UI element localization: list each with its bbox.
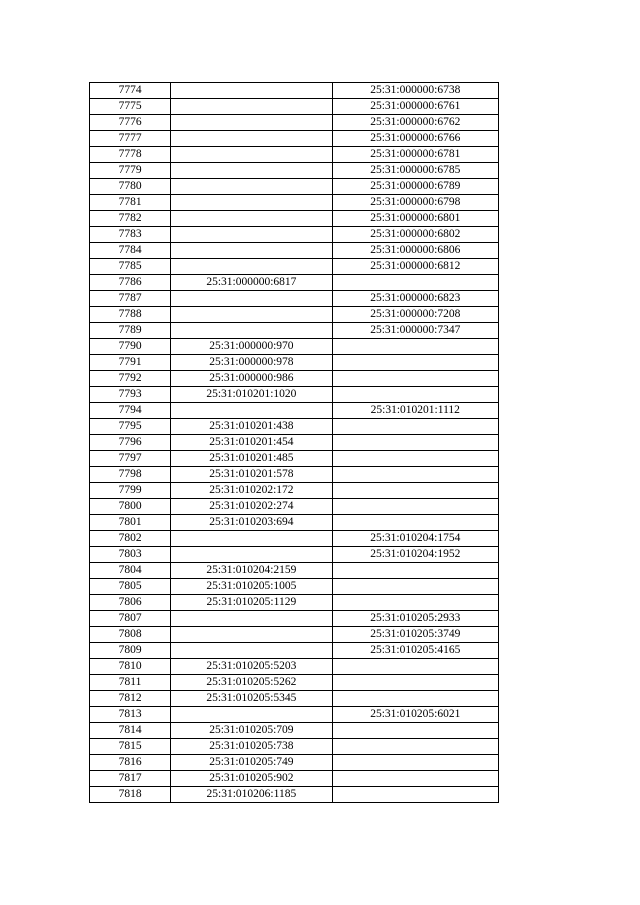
- cadastral-number-cell-a: [171, 259, 332, 275]
- table-row: [90, 355, 499, 371]
- cadastral-number-cell-b: 25:31:000000:7347: [332, 323, 498, 339]
- cadastral-number-cell-a: [171, 195, 332, 211]
- row-number-cell: 7777: [90, 131, 171, 147]
- row-number-cell: 7807: [90, 611, 171, 627]
- cadastral-number-cell-a: [171, 627, 332, 643]
- cadastral-number-cell-a: [171, 99, 332, 115]
- cadastral-number-cell-b: 25:31:010201:1112: [332, 403, 498, 419]
- cadastral-number-cell-a: [171, 83, 332, 99]
- cadastral-number-cell-a: 25:31:010205:902: [171, 771, 332, 787]
- cadastral-number-cell-b: 25:31:010205:4165: [332, 643, 498, 659]
- table-row: [90, 675, 499, 691]
- row-number-cell: 7790: [90, 339, 171, 355]
- table-row: [90, 419, 499, 435]
- cadastral-number-cell-b: 25:31:010205:2933: [332, 611, 498, 627]
- cadastral-number-cell-b: [332, 467, 498, 483]
- row-number-cell: 7800: [90, 499, 171, 515]
- table-row: [90, 515, 499, 531]
- row-number-cell: 7780: [90, 179, 171, 195]
- cadastral-number-cell-a: 25:31:010201:1020: [171, 387, 332, 403]
- cadastral-number-cell-b: 25:31:000000:6801: [332, 211, 498, 227]
- table-row: [90, 483, 499, 499]
- cadastral-number-cell-a: [171, 115, 332, 131]
- row-number-cell: 7798: [90, 467, 171, 483]
- cadastral-number-cell-a: 25:31:010205:709: [171, 723, 332, 739]
- table-row: [90, 227, 499, 243]
- cadastral-number-cell-a: [171, 131, 332, 147]
- table-row: [90, 243, 499, 259]
- row-number-cell: 7802: [90, 531, 171, 547]
- table-row: [90, 563, 499, 579]
- cadastral-number-cell-b: [332, 355, 498, 371]
- cadastral-number-cell-a: 25:31:010201:578: [171, 467, 332, 483]
- cadastral-number-cell-a: [171, 227, 332, 243]
- cadastral-number-cell-b: 25:31:000000:6789: [332, 179, 498, 195]
- cadastral-number-cell-b: [332, 419, 498, 435]
- cadastral-number-cell-b: 25:31:000000:6762: [332, 115, 498, 131]
- table-row: [90, 435, 499, 451]
- table-row: [90, 179, 499, 195]
- cadastral-number-cell-b: [332, 579, 498, 595]
- table-row: [90, 467, 499, 483]
- row-number-cell: 7809: [90, 643, 171, 659]
- row-number-cell: 7786: [90, 275, 171, 291]
- table-row: [90, 611, 499, 627]
- cadastral-number-cell-b: [332, 595, 498, 611]
- table-row: [90, 531, 499, 547]
- cadastral-number-cell-a: 25:31:010205:1005: [171, 579, 332, 595]
- cadastral-number-cell-b: 25:31:000000:6781: [332, 147, 498, 163]
- cadastral-number-cell-a: [171, 307, 332, 323]
- row-number-cell: 7774: [90, 83, 171, 99]
- table-row: [90, 291, 499, 307]
- row-number-cell: 7812: [90, 691, 171, 707]
- row-number-cell: 7788: [90, 307, 171, 323]
- cadastral-number-cell-b: 25:31:000000:6785: [332, 163, 498, 179]
- cadastral-number-cell-a: 25:31:010206:1185: [171, 787, 332, 803]
- cadastral-number-cell-b: 25:31:000000:6798: [332, 195, 498, 211]
- cadastral-number-cell-b: [332, 483, 498, 499]
- cadastral-number-cell-b: [332, 691, 498, 707]
- table-row: [90, 755, 499, 771]
- cadastral-number-cell-b: 25:31:000000:6802: [332, 227, 498, 243]
- table-row: [90, 451, 499, 467]
- cadastral-number-cell-a: [171, 147, 332, 163]
- row-number-cell: 7782: [90, 211, 171, 227]
- table-row: [90, 499, 499, 515]
- row-number-cell: 7794: [90, 403, 171, 419]
- cadastral-number-cell-b: 25:31:000000:7208: [332, 307, 498, 323]
- table-row: [90, 195, 499, 211]
- cadastral-number-cell-a: [171, 211, 332, 227]
- cadastral-number-cell-a: 25:31:010204:2159: [171, 563, 332, 579]
- cadastral-number-cell-a: 25:31:010205:738: [171, 739, 332, 755]
- cadastral-number-cell-b: [332, 515, 498, 531]
- cadastral-number-cell-b: [332, 339, 498, 355]
- table-row: [90, 115, 499, 131]
- cadastral-number-cell-b: [332, 659, 498, 675]
- table-row: [90, 691, 499, 707]
- cadastral-number-cell-a: [171, 163, 332, 179]
- table-row: [90, 371, 499, 387]
- table-row: [90, 643, 499, 659]
- row-number-cell: 7792: [90, 371, 171, 387]
- row-number-cell: 7784: [90, 243, 171, 259]
- row-number-cell: 7810: [90, 659, 171, 675]
- row-number-cell: 7799: [90, 483, 171, 499]
- row-number-cell: 7813: [90, 707, 171, 723]
- cadastral-number-cell-b: [332, 563, 498, 579]
- row-number-cell: 7814: [90, 723, 171, 739]
- cadastral-number-cell-a: 25:31:010201:485: [171, 451, 332, 467]
- cadastral-number-cell-a: 25:31:000000:978: [171, 355, 332, 371]
- cadastral-number-cell-a: [171, 707, 332, 723]
- row-number-cell: 7805: [90, 579, 171, 595]
- row-number-cell: 7797: [90, 451, 171, 467]
- cadastral-number-cell-a: [171, 547, 332, 563]
- row-number-cell: 7796: [90, 435, 171, 451]
- cadastral-number-cell-b: 25:31:000000:6823: [332, 291, 498, 307]
- row-number-cell: 7806: [90, 595, 171, 611]
- table-row: [90, 723, 499, 739]
- cadastral-number-cell-a: 25:31:010205:749: [171, 755, 332, 771]
- table-row: [90, 99, 499, 115]
- cadastral-number-cell-a: 25:31:010202:172: [171, 483, 332, 499]
- table-row: [90, 403, 499, 419]
- row-number-cell: 7795: [90, 419, 171, 435]
- table-row: [90, 339, 499, 355]
- table-row: [90, 739, 499, 755]
- cadastral-number-cell-b: 25:31:000000:6812: [332, 259, 498, 275]
- row-number-cell: 7778: [90, 147, 171, 163]
- cadastral-number-cell-b: [332, 387, 498, 403]
- row-number-cell: 7801: [90, 515, 171, 531]
- row-number-cell: 7789: [90, 323, 171, 339]
- cadastral-number-cell-a: [171, 403, 332, 419]
- table-row: [90, 307, 499, 323]
- table-row: [90, 771, 499, 787]
- cadastral-number-cell-b: [332, 755, 498, 771]
- table-row: [90, 259, 499, 275]
- row-number-cell: 7785: [90, 259, 171, 275]
- table-row: [90, 275, 499, 291]
- cadastral-number-cell-a: 25:31:000000:970: [171, 339, 332, 355]
- table-row: [90, 547, 499, 563]
- cadastral-number-cell-b: 25:31:010204:1952: [332, 547, 498, 563]
- cadastral-number-cell-a: [171, 179, 332, 195]
- row-number-cell: 7775: [90, 99, 171, 115]
- row-number-cell: 7816: [90, 755, 171, 771]
- cadastral-number-cell-b: [332, 739, 498, 755]
- cadastral-number-cell-a: 25:31:000000:986: [171, 371, 332, 387]
- table-row: [90, 147, 499, 163]
- table-row: [90, 211, 499, 227]
- cadastral-number-cell-b: [332, 371, 498, 387]
- table-row: [90, 707, 499, 723]
- cadastral-number-cell-a: 25:31:010202:274: [171, 499, 332, 515]
- cadastral-number-table: [89, 82, 499, 803]
- row-number-cell: 7817: [90, 771, 171, 787]
- cadastral-number-cell-a: 25:31:010201:438: [171, 419, 332, 435]
- cadastral-number-cell-b: [332, 771, 498, 787]
- cadastral-number-cell-b: 25:31:010204:1754: [332, 531, 498, 547]
- cadastral-number-cell-b: 25:31:000000:6761: [332, 99, 498, 115]
- table-row: [90, 579, 499, 595]
- cadastral-number-cell-a: [171, 643, 332, 659]
- cadastral-number-cell-b: 25:31:000000:6738: [332, 83, 498, 99]
- row-number-cell: 7779: [90, 163, 171, 179]
- cadastral-number-cell-b: 25:31:000000:6806: [332, 243, 498, 259]
- cadastral-number-cell-a: [171, 323, 332, 339]
- table-row: [90, 627, 499, 643]
- cadastral-number-cell-a: [171, 531, 332, 547]
- row-number-cell: 7815: [90, 739, 171, 755]
- row-number-cell: 7776: [90, 115, 171, 131]
- cadastral-number-cell-a: 25:31:010201:454: [171, 435, 332, 451]
- cadastral-number-cell-b: [332, 787, 498, 803]
- cadastral-number-cell-b: [332, 435, 498, 451]
- row-number-cell: 7781: [90, 195, 171, 211]
- cadastral-number-cell-b: [332, 275, 498, 291]
- table-row: [90, 163, 499, 179]
- table-row: [90, 595, 499, 611]
- cadastral-number-cell-b: [332, 675, 498, 691]
- cadastral-number-cell-a: [171, 611, 332, 627]
- table-row: [90, 659, 499, 675]
- row-number-cell: 7803: [90, 547, 171, 563]
- cadastral-number-cell-b: [332, 499, 498, 515]
- row-number-cell: 7783: [90, 227, 171, 243]
- row-number-cell: 7787: [90, 291, 171, 307]
- row-number-cell: 7808: [90, 627, 171, 643]
- table-body: [90, 83, 499, 803]
- row-number-cell: 7811: [90, 675, 171, 691]
- table-row: [90, 323, 499, 339]
- cadastral-number-cell-a: [171, 243, 332, 259]
- cadastral-number-cell-b: 25:31:000000:6766: [332, 131, 498, 147]
- row-number-cell: 7793: [90, 387, 171, 403]
- cadastral-number-cell-a: 25:31:010205:5203: [171, 659, 332, 675]
- table-row: [90, 83, 499, 99]
- table-row: [90, 387, 499, 403]
- cadastral-number-cell-b: 25:31:010205:6021: [332, 707, 498, 723]
- cadastral-number-cell-a: [171, 291, 332, 307]
- cadastral-number-cell-a: 25:31:010205:5262: [171, 675, 332, 691]
- table-row: [90, 787, 499, 803]
- cadastral-number-cell-b: [332, 723, 498, 739]
- cadastral-number-cell-a: 25:31:000000:6817: [171, 275, 332, 291]
- row-number-cell: 7804: [90, 563, 171, 579]
- cadastral-number-cell-a: 25:31:010203:694: [171, 515, 332, 531]
- table-row: [90, 131, 499, 147]
- cadastral-number-cell-a: 25:31:010205:5345: [171, 691, 332, 707]
- cadastral-number-cell-a: 25:31:010205:1129: [171, 595, 332, 611]
- row-number-cell: 7818: [90, 787, 171, 803]
- cadastral-number-cell-b: 25:31:010205:3749: [332, 627, 498, 643]
- row-number-cell: 7791: [90, 355, 171, 371]
- cadastral-number-cell-b: [332, 451, 498, 467]
